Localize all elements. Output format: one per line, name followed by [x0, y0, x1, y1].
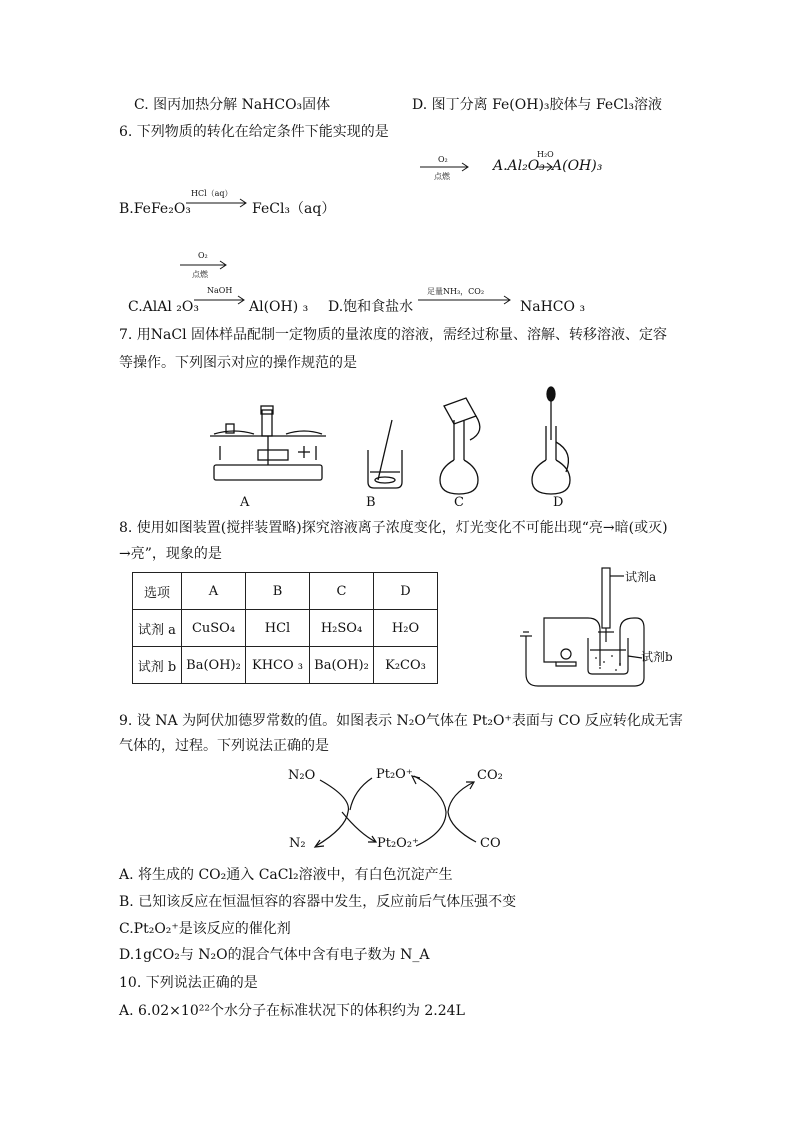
n2-label: N₂: [289, 836, 306, 851]
q9-option-c: C.Pt₂O₂⁺是该反应的催化剂: [119, 921, 291, 937]
table-cell: H₂O: [374, 610, 438, 647]
co-label: CO: [480, 836, 501, 851]
q6-option-b-arrow: [186, 196, 248, 210]
q6-option-a: A.Al₂O₃: [493, 158, 545, 174]
table-cell: 试剂 b: [133, 647, 182, 684]
q8-apparatus-figure: [516, 566, 686, 690]
q7-label-d: D: [553, 495, 564, 510]
table-row: [133, 573, 438, 610]
q6-option-d: D.饱和食盐水: [328, 299, 414, 315]
q7-label-a: A: [240, 495, 250, 510]
q7-stem-line1: 7. 用NaCl 固体样品配制一定物质的量浓度的溶液，需经过称量、溶解、转移溶液、定容: [119, 327, 668, 343]
q8-reagent-a-label: 试剂a: [625, 570, 657, 584]
q10-option-a: A. 6.02×10²²个水分子在标准状况下的体积约为 2.24L: [119, 1003, 465, 1019]
q9-option-b: B. 已知该反应在恒温恒容的容器中发生，反应前后气体压强不变: [119, 894, 517, 910]
q7-figure: [200, 380, 600, 520]
q8-stem-line2: →亮”，现象的是: [119, 546, 222, 562]
table-cell: Ba(OH)₂: [182, 647, 246, 684]
q6-stem: 6. 下列物质的转化在给定条件下能实现的是: [119, 124, 389, 140]
table-cell: HCl: [246, 610, 310, 647]
q6-option-d-arrow: [418, 293, 512, 307]
q6-option-d-product: NaHCO ₃: [520, 299, 586, 315]
q7-label-b: B: [366, 495, 376, 510]
balance-icon: [210, 406, 326, 480]
q6-option-c-arrow: [194, 293, 246, 307]
table-row: [133, 610, 438, 647]
q6-option-d-reagent: 足量NH₃，CO₂: [427, 287, 485, 296]
q6-option-c-product: Al(OH) ₃: [249, 299, 309, 315]
q6-option-c-reagent: NaOH: [207, 286, 233, 295]
q6-top-arrow-under: 点燃: [434, 172, 450, 181]
co2-label: CO₂: [477, 768, 503, 783]
table-cell: C: [310, 573, 374, 610]
table-cell: B: [246, 573, 310, 610]
q6-option-b: B.FeFe₂O₃: [119, 201, 191, 217]
q6-top-arrow-over: O₂: [438, 155, 448, 164]
q10-stem: 10. 下列说法正确的是: [119, 975, 258, 991]
table-cell: H₂SO₄: [310, 610, 374, 647]
q6-option-b-reagent: HCl（aq）: [191, 189, 233, 198]
pt2o-plus-label: Pt₂O⁺: [376, 767, 413, 782]
table-row: [133, 647, 438, 684]
table-cell: KHCO ₃: [246, 647, 310, 684]
q8-options-table: [132, 572, 438, 684]
table-cell: Ba(OH)₂: [310, 647, 374, 684]
q7-label-c: C: [454, 495, 464, 510]
volumetric-flask-dropper-icon: [532, 387, 570, 494]
beaker-icon: [368, 420, 402, 488]
q6-option-c: C.AlAl ₂O₃: [128, 299, 199, 315]
q6-option-a-reagent: H₂O: [537, 150, 554, 159]
q9-stem-line2: 气体的，过程。下列说法正确的是: [119, 738, 329, 754]
q6-mid-arrow-under: 点燃: [192, 270, 208, 279]
q7-stem-line2: 等操作。下列图示对应的操作规范的是: [119, 355, 357, 371]
q6-option-b-product: FeCl₃（aq）: [252, 201, 336, 217]
q8-reagent-b-label: 试剂b: [641, 650, 673, 664]
q5-option-d: D. 图丁分离 Fe(OH)₃胶体与 FeCl₃溶液: [412, 97, 663, 113]
table-cell: K₂CO₃: [374, 647, 438, 684]
q6-option-a-product: A(OH)₃: [552, 158, 603, 174]
q9-option-d: D.1gCO₂与 N₂O的混合气体中含有电子数为 N_A: [119, 947, 430, 963]
pt2o2-plus-label: Pt₂O₂⁺: [377, 836, 419, 851]
n2o-label: N₂O: [288, 768, 316, 783]
volumetric-flask-pouring-icon: [440, 398, 480, 494]
q9-option-a: A. 将生成的 CO₂通入 CaCl₂溶液中，有白色沉淀产生: [119, 867, 453, 883]
table-cell: D: [374, 573, 438, 610]
q9-stem-line1: 9. 设 NA 为阿伏加德罗常数的值。如图表示 N₂O气体在 Pt₂O⁺表面与 CO 反应转化成无害: [119, 713, 683, 729]
table-cell: 试剂 a: [133, 610, 182, 647]
table-cell: CuSO₄: [182, 610, 246, 647]
q6-mid-arrow-over: O₂: [198, 251, 208, 260]
table-cell: A: [182, 573, 246, 610]
q8-stem-line1: 8. 使用如图装置(搅拌装置略)探究溶液离子浓度变化，灯光变化不可能出现“亮→暗(或灭): [119, 520, 668, 536]
table-cell: 选项: [133, 573, 182, 610]
q5-option-c: C. 图丙加热分解 NaHCO₃固体: [134, 97, 331, 113]
